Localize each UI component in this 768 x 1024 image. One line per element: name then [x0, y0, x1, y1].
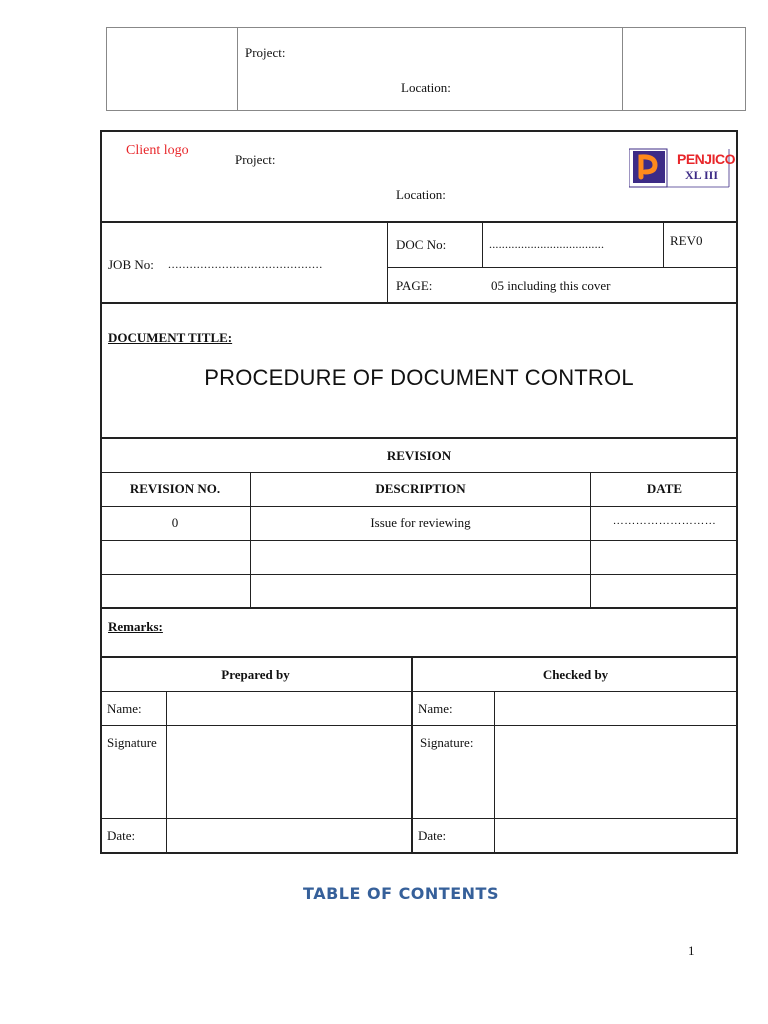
rule-revision-row2: [100, 574, 738, 575]
revision-heading: REVISION: [386, 448, 452, 463]
rule-job-bottom: [100, 302, 738, 304]
client-logo-placeholder: Client logo: [126, 143, 189, 158]
checked-name-label: Name:: [418, 701, 453, 716]
revision-row-1-description: Issue for reviewing: [370, 515, 471, 530]
checked-by-heading: Checked by: [542, 667, 609, 682]
penjico-logo-sub: XL III: [685, 168, 719, 182]
prepared-date-label: Date:: [107, 828, 136, 843]
rule-signoff-heading: [100, 691, 738, 692]
rule-revision-heading: [100, 472, 738, 473]
rule-name-row: [100, 725, 738, 726]
penjico-logo-name: PENJICO: [677, 151, 735, 167]
rule-signoff-right-labels: [494, 691, 495, 853]
document-title: PROCEDURE OF DOCUMENT CONTROL: [204, 365, 634, 390]
header-location-label: Location:: [396, 187, 446, 202]
rule-rev-divider: [663, 222, 664, 267]
job-no-dots: ...........................................: [168, 257, 323, 271]
revision-code: REV0: [670, 233, 703, 248]
table-of-contents-heading: TABLE OF CONTENTS: [303, 884, 499, 903]
prepared-name-label: Name:: [107, 701, 142, 716]
checked-date-label: Date:: [418, 828, 447, 843]
rule-title-bottom: [100, 437, 738, 439]
header-project-label: Project:: [235, 152, 276, 167]
revision-col-date: DATE: [646, 481, 683, 496]
revision-col-description: DESCRIPTION: [375, 481, 466, 496]
rule-signoff-middle: [411, 657, 413, 853]
rule-job-doc-divider: [387, 222, 388, 302]
prepared-by-heading: Prepared by: [221, 667, 290, 682]
top-header-divider-right: [622, 28, 623, 110]
top-header-box: [106, 27, 746, 111]
doc-no-dots: ....................................: [489, 237, 605, 251]
rule-signoff-left-labels: [166, 691, 167, 853]
rule-revision-cols: [100, 506, 738, 507]
top-location-label: Location:: [401, 80, 451, 95]
page-label: PAGE:: [396, 278, 433, 293]
revision-row-1-date: ………………………: [612, 515, 717, 527]
rule-signature-row: [100, 818, 738, 819]
rule-header-bottom: [100, 221, 738, 223]
revision-row-1-no: 0: [171, 515, 179, 530]
rule-remarks-bottom: [100, 656, 738, 658]
rule-doc-page: [387, 267, 738, 268]
doc-no-label: DOC No:: [396, 237, 447, 252]
rule-revision-row1: [100, 540, 738, 541]
job-no-label: JOB No:: [108, 257, 154, 272]
penjico-logo: [629, 147, 735, 189]
rule-doc-value-divider: [482, 222, 483, 267]
page-number: 1: [688, 943, 695, 958]
rule-revision-bottom: [100, 607, 738, 609]
top-project-label: Project:: [245, 45, 286, 60]
document-title-label: DOCUMENT TITLE:: [108, 330, 233, 345]
revision-col-no: REVISION NO.: [129, 481, 221, 496]
top-header-divider-left: [237, 28, 238, 110]
checked-signature-label: Signature:: [420, 735, 474, 750]
page-value: 05 including this cover: [491, 278, 611, 293]
remarks-label: Remarks:: [108, 619, 163, 634]
prepared-signature-label: Signature: [107, 735, 157, 750]
